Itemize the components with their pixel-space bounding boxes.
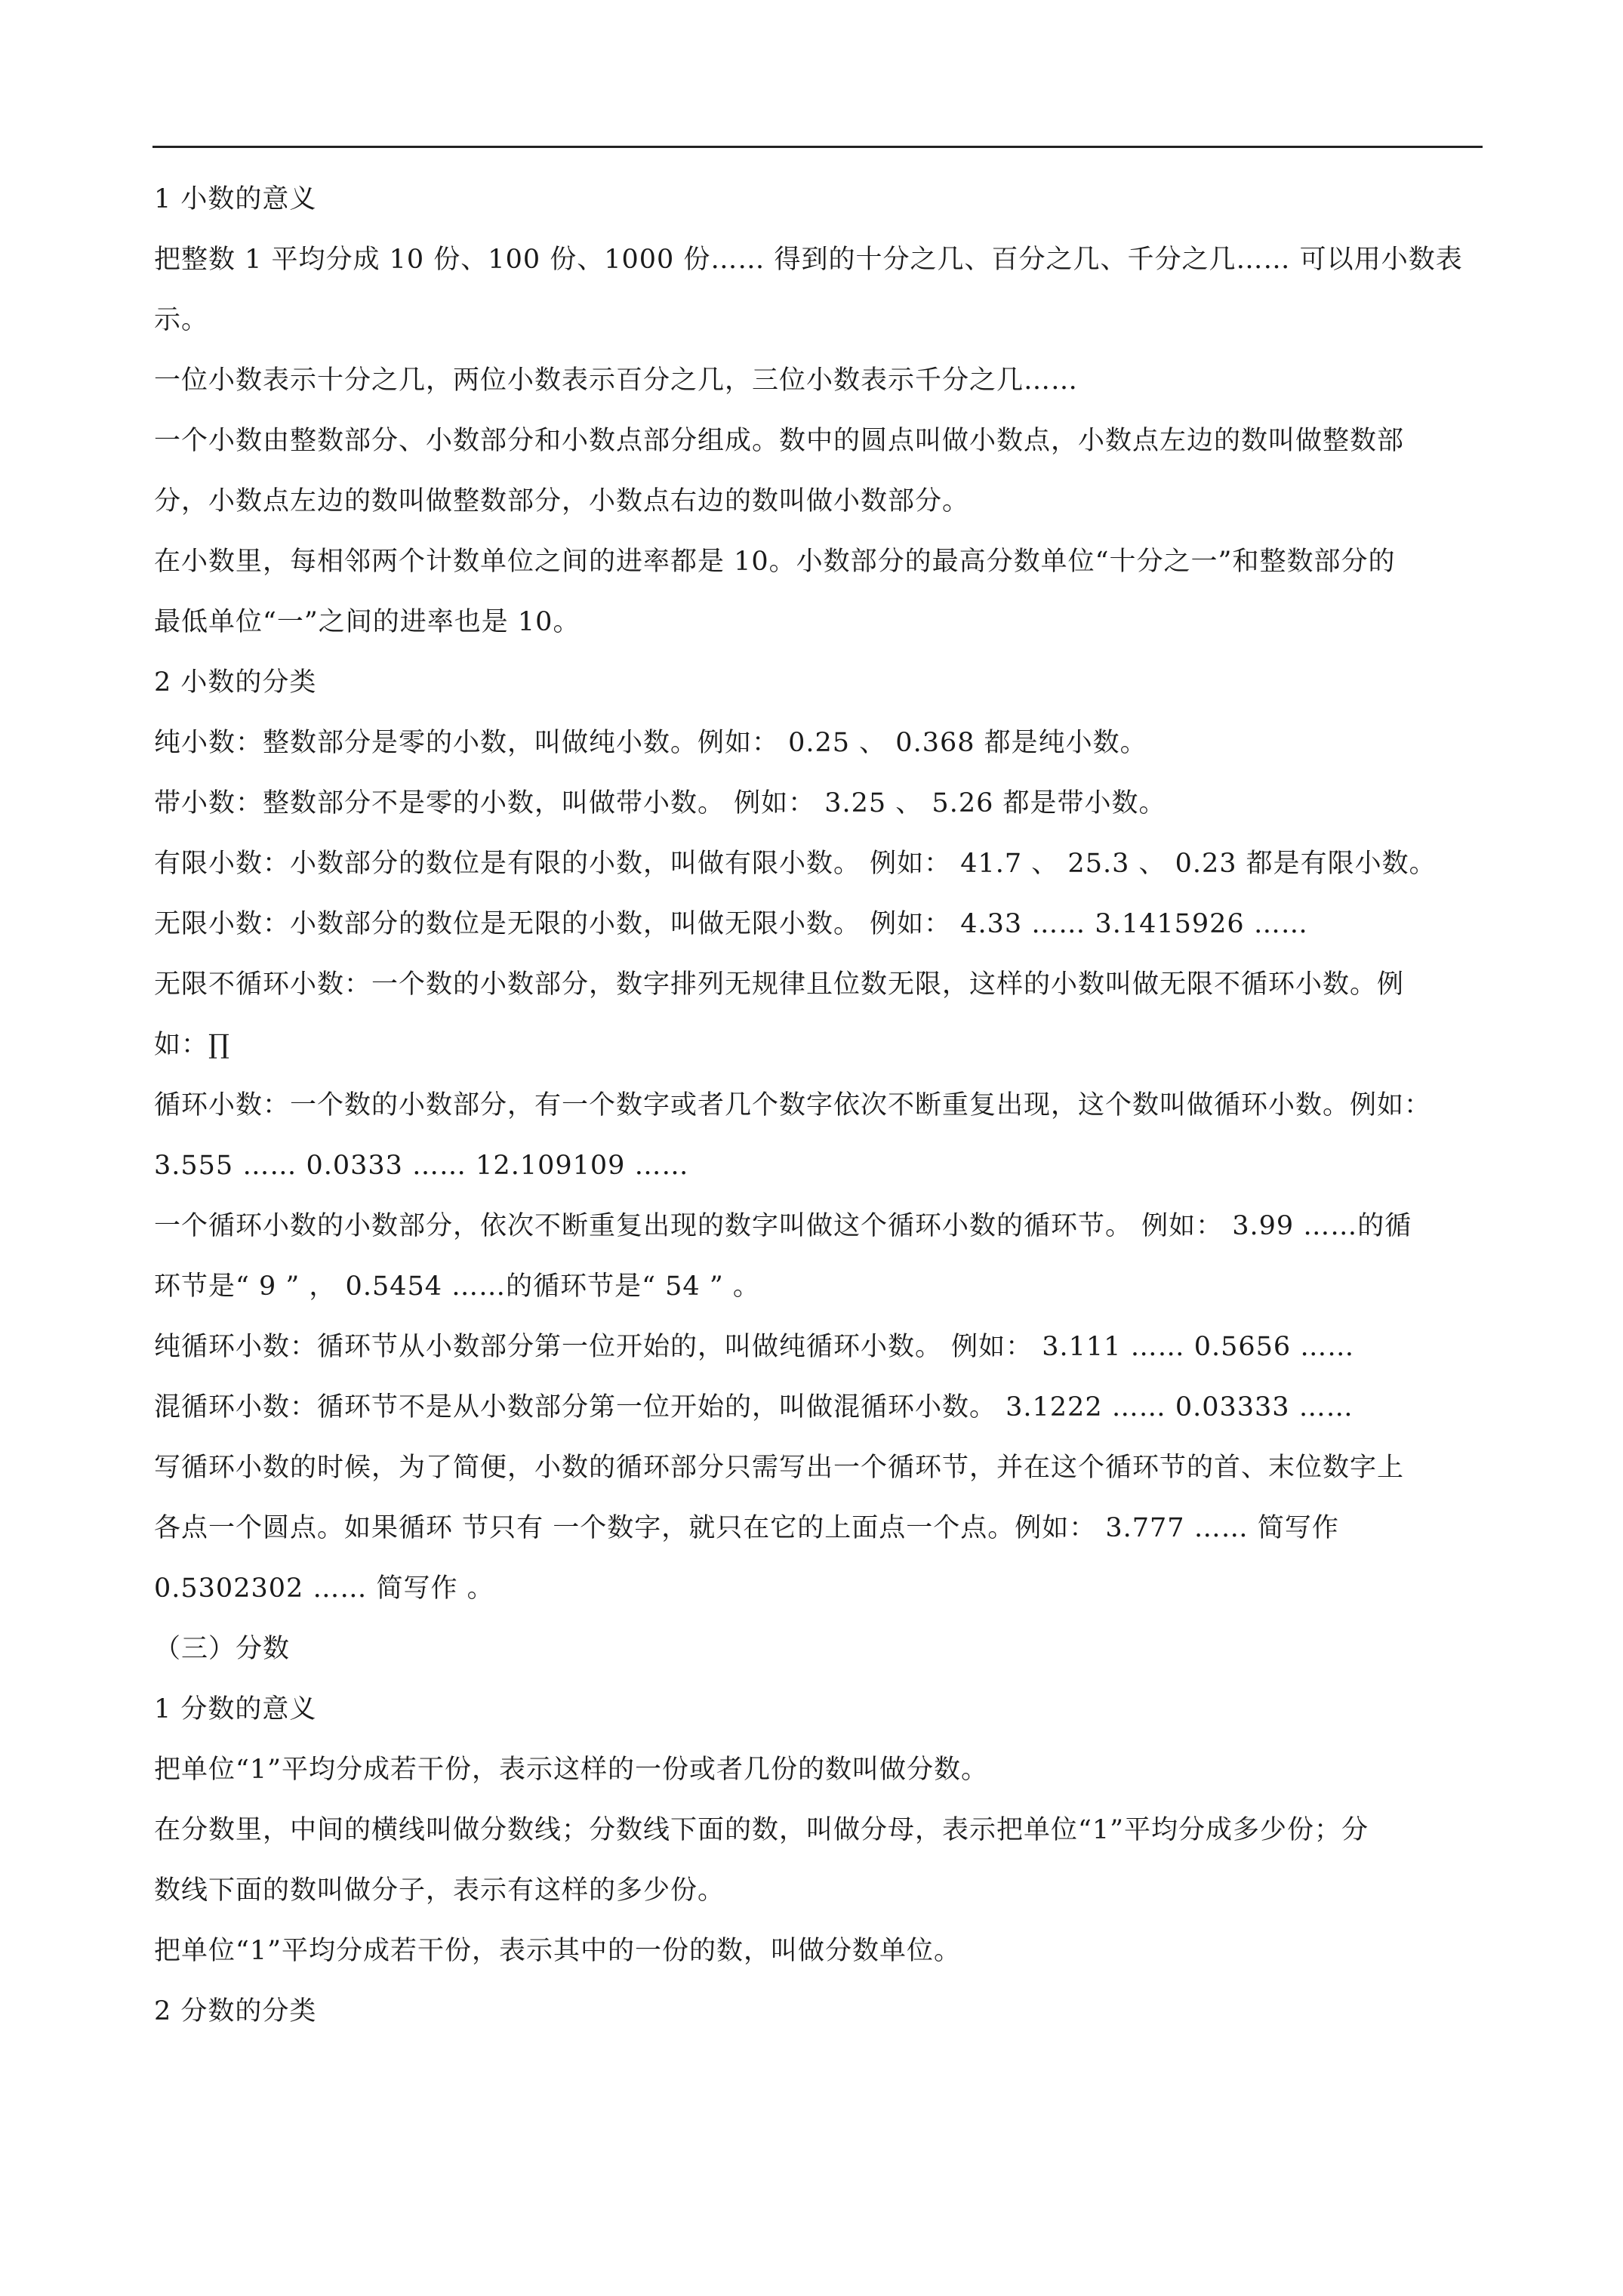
heading-fraction-classification: 2 分数的分类 bbox=[154, 1996, 317, 2026]
paragraph-line: 循环小数：一个数的小数部分，有一个数字或者几个数字依次不断重复出现，这个数叫做循环小数。例如： bbox=[154, 1090, 1432, 1120]
paragraph-line: 混循环小数：循环节不是从小数部分第一位开始的，叫做混循环小数。 3.1222 …… 0.03333 …… bbox=[154, 1392, 1354, 1422]
paragraph-line: 把整数 1 平均分成 10 份、100 份、1000 份…… 得到的十分之几、百分之几、千分之几…… 可以用小数表 bbox=[154, 245, 1463, 275]
paragraph-line: 在小数里，每相邻两个计数单位之间的进率都是 10。小数部分的最高分数单位“十分之一”和整数部分的 bbox=[154, 547, 1396, 577]
heading-decimal-classification: 2 小数的分类 bbox=[154, 667, 317, 698]
paragraph-line: 把单位“1”平均分成若干份，表示这样的一份或者几份的数叫做分数。 bbox=[154, 1755, 989, 1785]
paragraph-line: 最低单位“一”之间的进率也是 10。 bbox=[154, 607, 581, 637]
paragraph-line: 无限小数：小数部分的数位是无限的小数，叫做无限小数。 例如： 4.33 …… 3.1415926 …… bbox=[154, 909, 1308, 939]
paragraph-line: 纯小数：整数部分是零的小数，叫做纯小数。例如： 0.25 、 0.368 都是纯小数。 bbox=[154, 728, 1147, 758]
heading-fraction-meaning: 1 分数的意义 bbox=[154, 1694, 317, 1724]
header-rule bbox=[152, 146, 1483, 148]
heading-fractions: （三）分数 bbox=[154, 1634, 291, 1664]
paragraph-line: 一个循环小数的小数部分，依次不断重复出现的数字叫做这个循环小数的循环节。 例如： 3.99 ……的循 bbox=[154, 1211, 1412, 1241]
paragraph-line: 0.5302302 …… 简写作 。 bbox=[154, 1573, 494, 1604]
paragraph-line: 有限小数：小数部分的数位是有限的小数，叫做有限小数。 例如： 41.7 、 25.3 、 0.23 都是有限小数。 bbox=[154, 849, 1437, 879]
paragraph-line: 无限不循环小数：一个数的小数部分，数字排列无规律且位数无限，这样的小数叫做无限不循环小数。例 bbox=[154, 969, 1405, 1000]
document-body bbox=[154, 169, 1486, 2042]
paragraph-line: 分，小数点左边的数叫做整数部分，小数点右边的数叫做小数部分。 bbox=[154, 486, 970, 516]
paragraph-line: 3.555 …… 0.0333 …… 12.109109 …… bbox=[154, 1151, 689, 1181]
heading-decimal-meaning: 1 小数的意义 bbox=[154, 184, 317, 214]
paragraph-line: 一位小数表示十分之几，两位小数表示百分之几，三位小数表示千分之几…… bbox=[154, 365, 1079, 396]
paragraph-line: 示。 bbox=[154, 305, 209, 335]
paragraph-line: 带小数：整数部分不是零的小数，叫做带小数。 例如： 3.25 、 5.26 都是带小数。 bbox=[154, 788, 1166, 818]
paragraph-line: 一个小数由整数部分、小数部分和小数点部分组成。数中的圆点叫做小数点，小数点左边的数叫做整数部 bbox=[154, 426, 1405, 456]
paragraph-line: 纯循环小数：循环节从小数部分第一位开始的，叫做纯循环小数。 例如： 3.111 …… 0.5656 …… bbox=[154, 1332, 1355, 1362]
paragraph-line: 如：∏ bbox=[154, 1030, 230, 1060]
paragraph-line: 把单位“1”平均分成若干份，表示其中的一份的数，叫做分数单位。 bbox=[154, 1936, 962, 1966]
paragraph-line: 在分数里，中间的横线叫做分数线；分数线下面的数，叫做分母，表示把单位“1”平均分成多少份；分 bbox=[154, 1815, 1369, 1845]
paragraph-line: 数线下面的数叫做分子，表示有这样的多少份。 bbox=[154, 1875, 725, 1906]
paragraph-line: 各点一个圆点。如果循环 节只有 一个数字，就只在它的上面点一个点。例如： 3.777 …… 简写作 bbox=[154, 1513, 1339, 1543]
paragraph-line: 环节是“ 9 ” ， 0.5454 ……的循环节是“ 54 ” 。 bbox=[154, 1271, 760, 1302]
paragraph-line: 写循环小数的时候，为了简便，小数的循环部分只需写出一个循环节，并在这个循环节的首、末位数字上 bbox=[154, 1453, 1405, 1483]
